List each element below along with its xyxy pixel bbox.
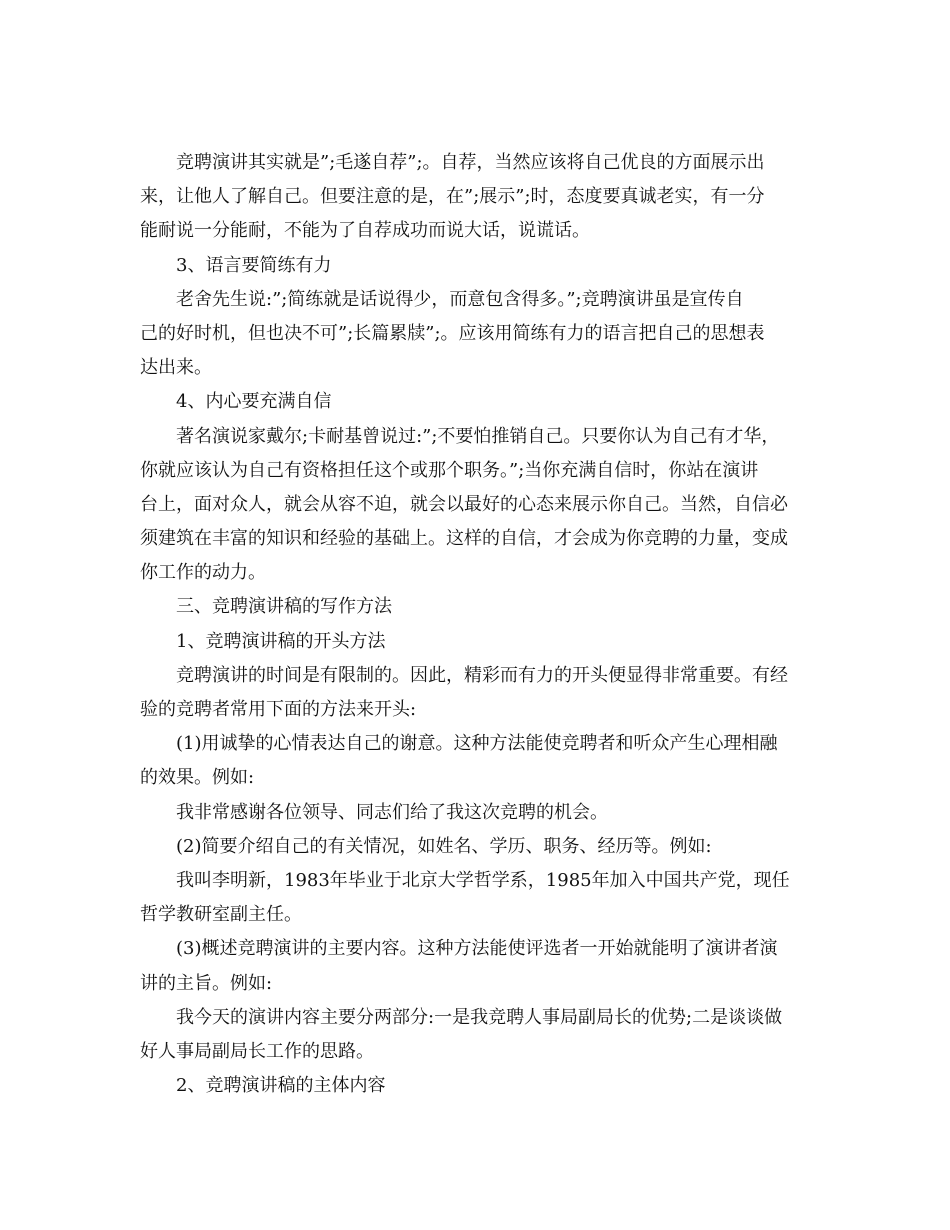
text-line: 竞聘演讲的时间是有限制的。因此，精彩而有力的开头便显得非常重要。有经 xyxy=(176,664,788,686)
text-line: 验的竞聘者常用下面的方法来开头: xyxy=(140,699,417,720)
text-line: 我非常感谢各位领导、同志们给了我这次竞聘的机会。 xyxy=(176,801,608,823)
text-line: 3、语言要简练有力 xyxy=(176,254,332,276)
text-line: 竞聘演讲其实就是”;毛遂自荐”;。自荐，当然应该将自己优良的方面展示出 xyxy=(176,152,765,173)
text-line: 1、竞聘演讲稿的开头方法 xyxy=(176,630,386,652)
text-line: (2)简要介绍自己的有关情况，如姓名、学历、职务、经历等。例如: xyxy=(176,835,712,857)
text-line: 台上，面对众人，就会从容不迫，就会以最好的心态来展示你自己。当然，自信必 xyxy=(140,493,788,515)
text-line: (3)概述竞聘演讲的主要内容。这种方法能使评选者一开始就能明了演讲者演 xyxy=(176,938,778,960)
text-line: 己的好时机，但也决不可”;长篇累牍”;。应该用简练有力的语言把自己的思想表 xyxy=(140,322,765,344)
text-line: 来，让他人了解自己。但要注意的是，在”;展示”;时，态度要真诚老实，有一分 xyxy=(140,186,765,208)
text-line: 我叫李明新，1983年毕业于北京大学哲学系，1985年加入中国共产党，现任 xyxy=(176,869,790,891)
text-line: 能耐说一分能耐，不能为了自荐成功而说大话，说谎话。 xyxy=(140,220,590,242)
text-line: 老舍先生说:”;简练就是话说得少，而意包含得多。”;竞聘演讲虽是宣传自 xyxy=(176,288,744,310)
text-line: 4、内心要充满自信 xyxy=(176,391,332,413)
text-line: 你工作的动力。 xyxy=(140,562,266,584)
text-line: (1)用诚挚的心情表达自己的谢意。这种方法能使竞聘者和听众产生心理相融 xyxy=(176,733,778,755)
text-line: 讲的主旨。例如: xyxy=(140,972,273,994)
document-page xyxy=(140,146,822,1103)
text-line: 著名演说家戴尔;卡耐基曾说过:”;不要怕推销自己。只要你认为自己有才华， xyxy=(176,425,780,447)
text-line: 好人事局副局长工作的思路。 xyxy=(140,1040,374,1062)
text-line: 达出来。 xyxy=(140,357,212,379)
text-line: 的效果。例如: xyxy=(140,767,255,789)
text-line: 三、竞聘演讲稿的写作方法 xyxy=(176,596,392,618)
text-line: 哲学教研室副主任。 xyxy=(140,904,302,926)
text-line: 你就应该认为自己有资格担任这个或那个职务。”;当你充满自信时，你站在演讲 xyxy=(140,459,759,481)
text-line: 我今天的演讲内容主要分两部分:一是我竞聘人事局副局长的优势;二是谈谈做 xyxy=(176,1006,783,1028)
text-line: 须建筑在丰富的知识和经验的基础上。这样的自信，才会成为你竞聘的力量，变成 xyxy=(140,528,788,550)
text-line: 2、竞聘演讲稿的主体内容 xyxy=(176,1075,386,1097)
